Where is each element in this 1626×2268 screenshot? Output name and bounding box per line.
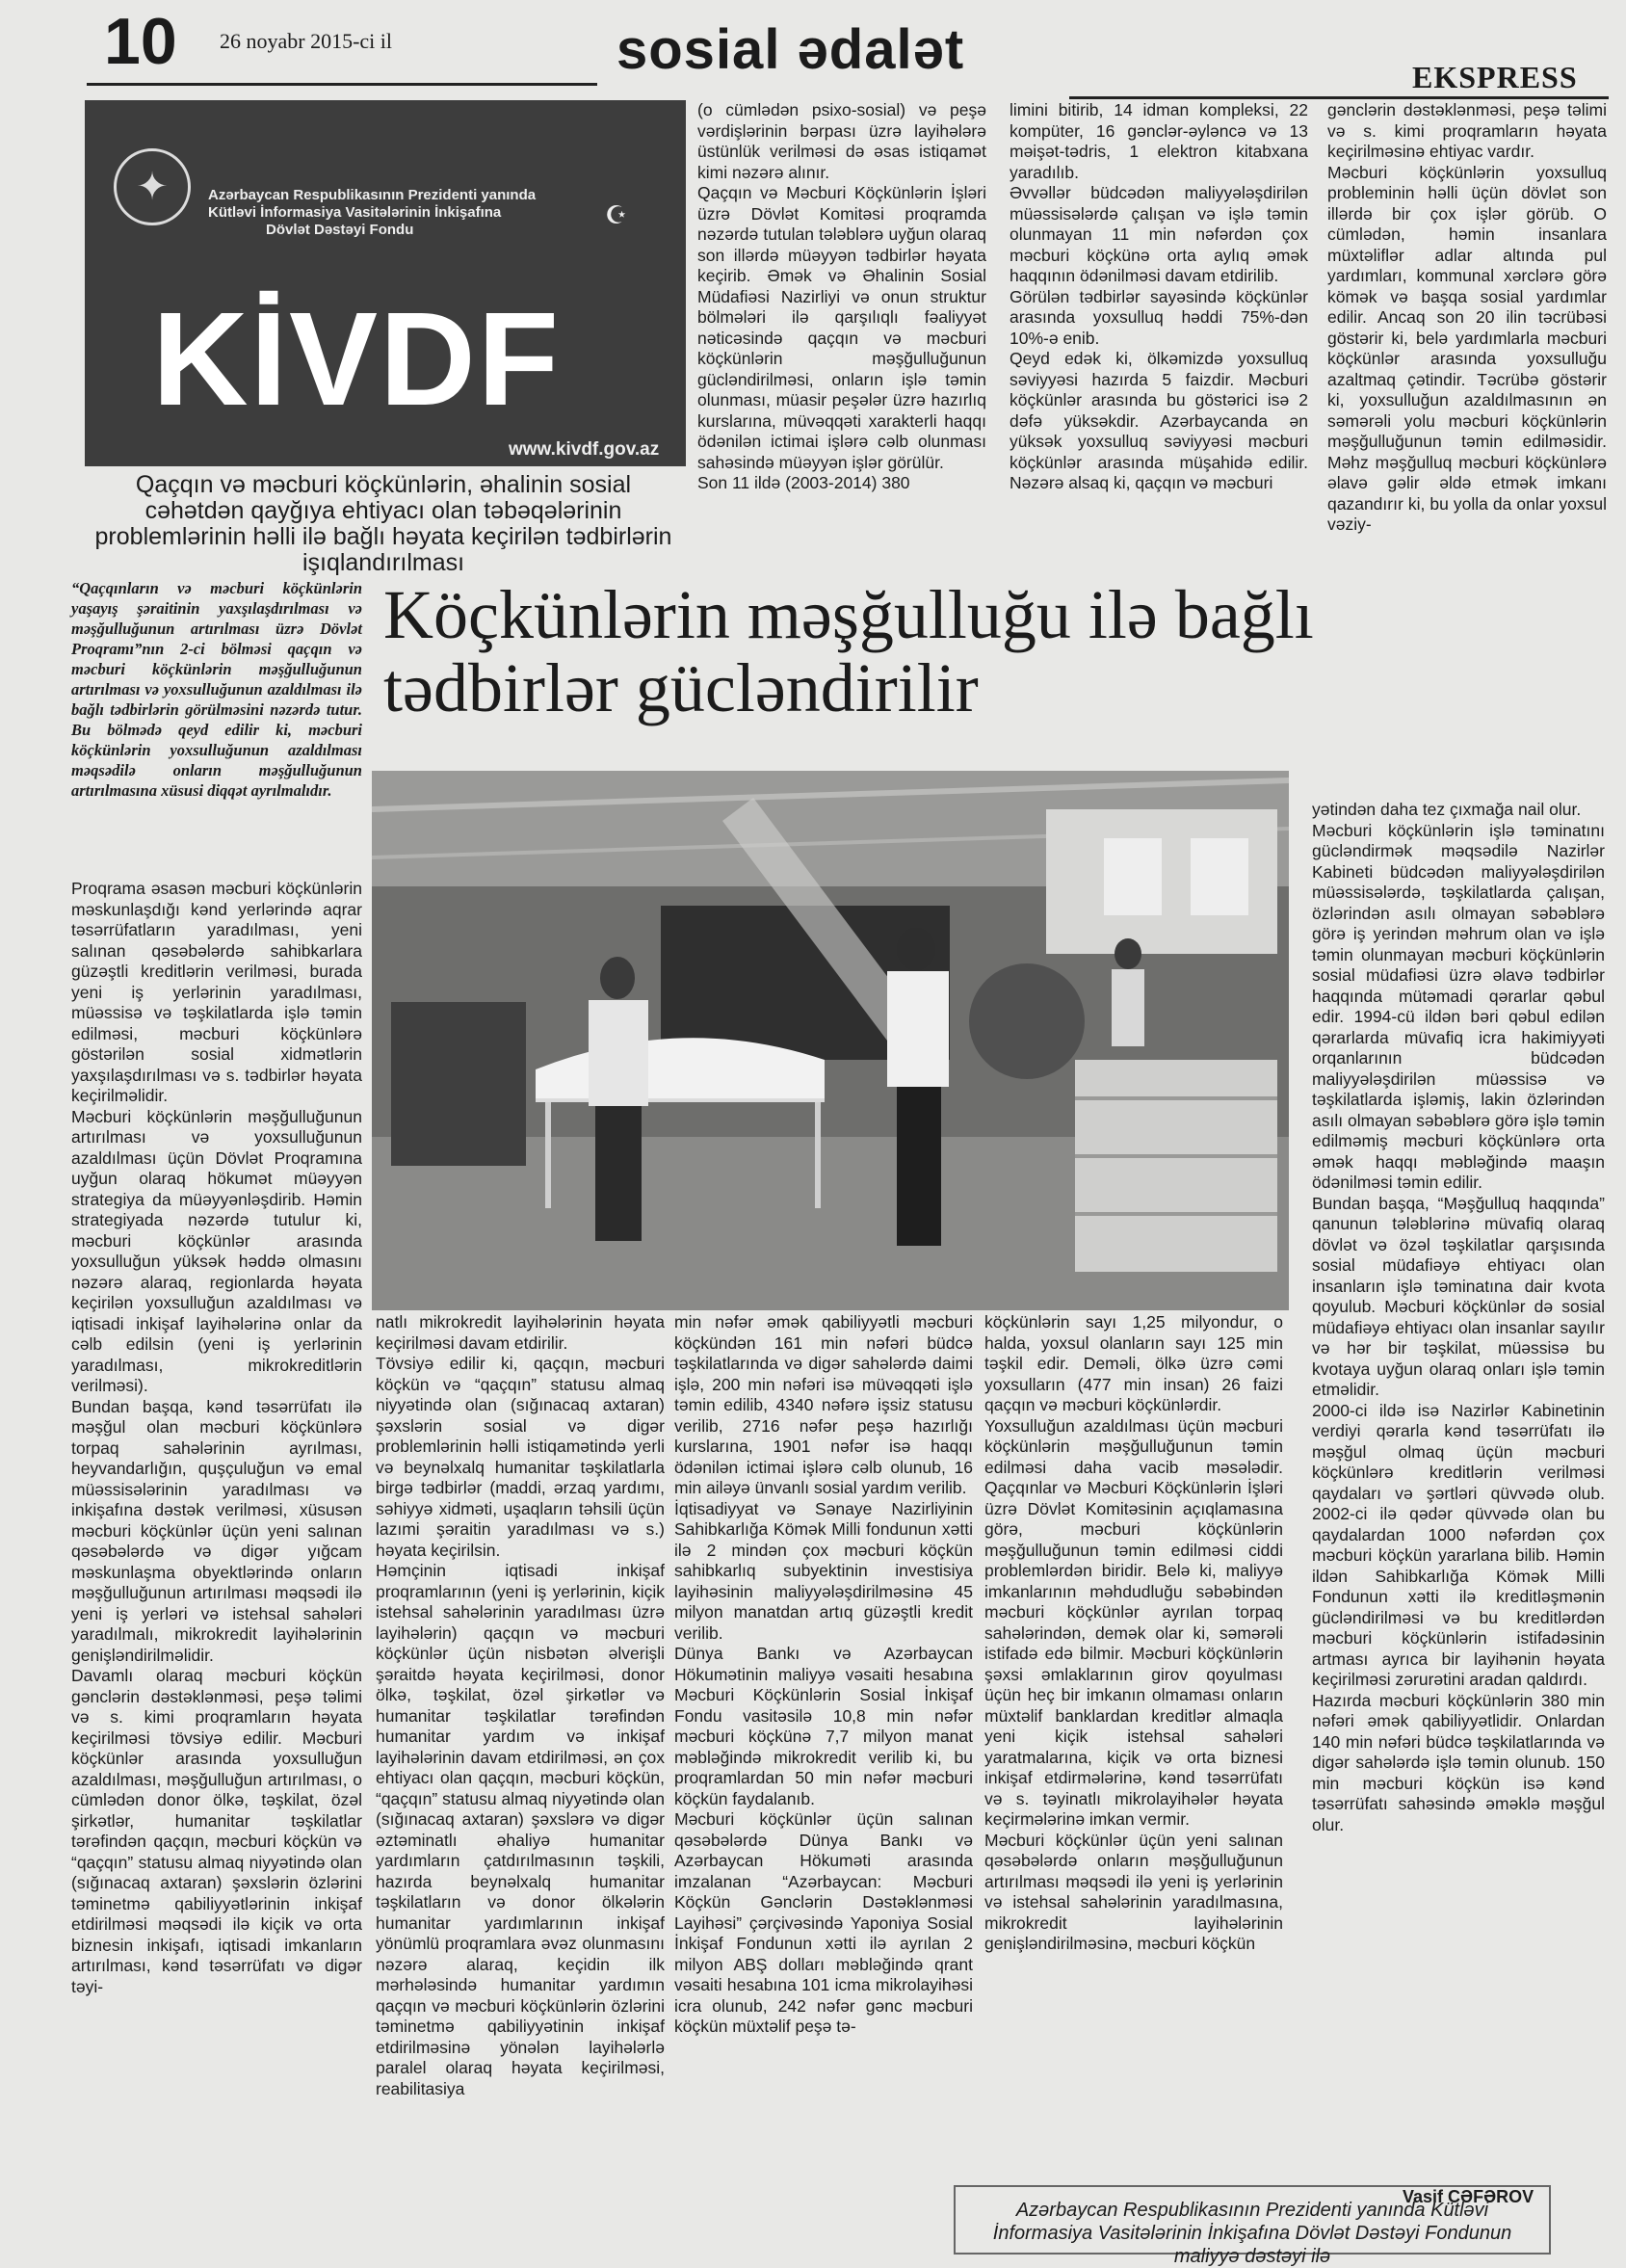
- crescent-star-icon: ☪: [605, 200, 628, 229]
- logo-org-line2: Kütləvi İnformasiya Vasitələrinin İnkişafına: [208, 204, 502, 221]
- lede: Qaçqın və məcburi köçkünlərin, əhalinin sosial cəhətdən qayğıya ehtiyacı olan təbəqələrinin problemlərinin həlli ilə bağlı həyata keçirilən tədbirlərin işıqlandırılması: [94, 471, 672, 576]
- page-number: 10: [104, 5, 177, 78]
- emblem-icon: ✦: [114, 148, 191, 225]
- article-photo: [372, 771, 1289, 1310]
- column-4-bottom: köçkünlərin sayı 1,25 milyondur, o halda, yoxsul olanların sayı 125 min təşkil edir. Deməli, ölkə üzrə cəmi yoxsulların (477 min insan) 26 faizi qaçqın və məcburi köçkünlərdir. Yoxsulluğun azaldılması üçün məcburi köçkünlərin məşğulluğunun təmin edilməsi daha vacib məsələdir. Qaçqınlar və Məcburi Köçkünlərin İşləri üzrə Dövlət Komitəsinin açıqlamasına görə, məcburi köçkünlərin məşğulluğunun təmin edilməsi ciddi problemlərdən biridir. Belə ki, maliyyə imkanlarının məhdudluğu səbəbindən məcburi köçkünlər ayrılan torpaq sahələrindən, demək olar ki, səmərəli istifadə edə bilmir. Məcburi köçkünlərin şəxsi əmlaklarının girov qoyulması üçün heç bir imkanın olmaması onların müxtəlif banklardan kreditlər almaqla yeni kiçik istehsal sahələri yaratmalarına, kiçik və orta biznesi inkişaf etdirmələrinə, kənd təsərrüfatı və s. təyinatlı mikrolayihələr həyata keçirmələrinə imkan vermir. Məcburi köçkünlər üçün yeni salınan qəsəbələrdə onların məşğulluğunun artırılması məqsədi ilə yeni iş yerlərinin və istehsal sahələrinin yaradılmasına, mikrokredit layihələrinin genişləndirilməsinə, məcburi köçkün: [984, 1312, 1283, 1953]
- header-rule-right: [1069, 96, 1609, 99]
- funding-note: Azərbaycan Respublikasının Prezidenti yanında Kütləvi İnformasiya Vasitələrinin İnkişafına Dövlət Dəstəyi Fondunun maliyyə dəstəyi ilə: [954, 2185, 1551, 2255]
- headline-line1: Köçkünlərin məşğulluğu ilə bağlı: [383, 576, 1314, 653]
- logo-org-line3: Dövlət Dəstəyi Fondu: [266, 222, 414, 238]
- issue-date: 26 noyabr 2015-ci il: [220, 29, 393, 53]
- column-2-top: (o cümlədən psixo-sosial) və peşə vərdişlərinin bərpası üzrə layihələrə üstünlük verilməsi də əsas istiqamət kimi nəzərə alınır. Qaçqın və Məcburi Köçkünlərin İşləri üzrə Dövlət Komitəsi proqramda nəzərdə tutulan tələblərə uyğun olaraq son illərdə müəyyən tədbirlər həyata keçirib. Əmək və Əhalinin Sosial Müdafiəsi Nazirliyi və onun struktur bölmələri ilə qarşılıqlı fəaliyyət nəticəsində qaçqın və məcburi köçkünlərin məşğulluğunun gücləndirilməsi, onların işlə təmin olunması, müasir peşələr üzrə hazırlıq kurslarına, müvəqqəti xarakterli haqqı ödənilən ictimai işlərə cəlb olunması sahəsində müəyyən işlər görülür. Son 11 ildə (2003-2014) 380: [697, 100, 986, 492]
- logo-org-line1: Azərbaycan Respublikasının Prezidenti yanında: [208, 187, 537, 203]
- logo-org-name: [208, 187, 536, 239]
- column-4-top: gənclərin dəstəklənməsi, peşə təlimi və s. kimi proqramların həyata keçirilməsinə ehtiyac vardır. Məcburi köçkünlərin yoxsulluq probleminin həlli üçün dövlət son illərdə bir çox işlər görüb. O cümlədən, həmin insanlara müxtəliflər adlar altında pul yardımları, kommunal xərclərə görə kömək və başqa sosial yardımlar edilir. Ancaq son 20 ilin təcrübəsi göstərir ki, belə yardımlarla məcburi köçkünlər arasında yoxsulluğu azaltmaq çətindir. Təcrübə göstərir ki, yoxsulluğun azaldılmasının ən səmərəli yolu məcburi köçkünlərin məşğulluğunun təmin edilməsidir. Məhz məşğulluq məcburi köçkünlərə əlavə gəlir əldə etmək imkanı qazandırır ki, bu yolla da onlar yoxsul vəziy-: [1327, 100, 1607, 534]
- article-intro: “Qaçqınların və məcburi köçkünlərin yaşayış şəraitinin yaxşılaşdırılması və məşğulluğunun artırılması üzrə Dövlət Proqramı”nın 2-ci bölməsi qaçqın və məcburi köçkünlərin məşğulluğunun artırılması və yoxsulluğunun azaldılması ilə bağlı tədbirlərin görülməsini nəzərdə tutur. Bu bölmədə qeyd edilir ki, məcburi köçkünlərin yoxsulluğunun azaldılması məqsədilə onların məşğulluğunun artırılmasına xüsusi diqqət ayrılmalıdır.: [71, 579, 362, 800]
- column-3-top: limini bitirib, 14 idman kompleksi, 22 kompüter, 16 gənclər-əyləncə və 13 məişət-tədris, 1 elektron kitabxana yaradılıb. Əvvəllər büdcədən maliyyələşdirilən müəssisələrdə çalışan və işlə təmin olunmayan 11 min nəfərdən çox məcburi köçkünə orta aylıq əmək haqqının ödənilməsi davam etdirilib. Görülən tədbirlər sayəsində köçkünlər arasında yoxsulluq həddi 75%-dən 10%-ə enib. Qeyd edək ki, ölkəmizdə yoxsulluq səviyyəsi hazırda 5 faizdir. Məcburi köçkünlər arasında bu göstərici isə 2 dəfə yüksəkdir. Azərbaycanda ən yüksək yoxsulluq səviyyəsi məcburi köçkünlər arasında müşahidə edilir. Nəzərə alsaq ki, qaçqın və məcburi: [1010, 100, 1308, 492]
- header-rule-left: [87, 83, 597, 86]
- logo-url: www.kivdf.gov.az: [509, 439, 660, 460]
- column-1: Proqrama əsasən məcburi köçkünlərin məskunlaşdığı kənd yerlərində aqrar təsərrüfatların yaradılması, yeni salınan qəsəbələrdə sahibkarlara güzəştli kreditlərin verilməsi, burada yeni iş yerlərinin yaradılması, müəssisə və təşkilatlarda işlə təmin edilməsi, məcburi köçkünlərə göstərilən sosial xidmətlərin yaxşılaşdırılması və s. tədbirlər həyata keçirilməlidir. Məcburi köçkünlərin məşğulluğunun artırılması və yoxsulluğunun azaldılması üçün Dövlət Proqramına uyğun olaraq hökumət müəyyən strategiya da müəyyənləşdirib. Həmin strategiyada nəzərdə tutulur ki, məcburi köçkünlər arasında yoxsulluğun yüksək həddə olmasını nəzərə alaraq, regionlarda həyata keçirilən yoxsulluğun azaldılması və iqtisadi inkişaf layihələrinə onlar da cəlb edilsin (yeni iş yerlərinin yaradılması, mikrokreditlərin verilməsi). Bundan başqa, kənd təsərrüfatı ilə məşğul olan məcburi köçkünlərə torpaq sahələrinin ayrılması, heyvandarlığın, quşçuluğun və emal müəssisələrinin yaradılması və inkişafına dəstək verilməsi, xüsusən məcburi köçkünlər üçün yeni salınan qəsəbələrdə və digər yığcam məskunlaşma obyektlərində onların məşğulluğunun artırılması məqsədi ilə yeni iş yerləri və istehsal sahələri yaradılmalı, mikrokredit layihələrinin genişləndirilməlidir. Davamlı olaraq məcburi köçkün gənclərin dəstəklənməsi, peşə təlimi və s. kimi proqramların həyata keçirilməsi tövsiyə edilir. Məcburi köçkünlər arasında yoxsulluğun azaldılması, məşğulluğun artırılması, o cümlədən donor ölkə, təşkilat, özəl şirkətlər, humanitar təşkilatlar tərəfindən qaçqın, məcburi köçkün və “qaçqın” statusu almaq niyyətində olan (sığınacaq axtaran) şəxslərin özlərini təminetmə qabiliyyətlərinin inkişaf etdirilməsi məqsədi ilə kiçik və orta biznesin inkişafı, iqtisadi imkanların artırılması, kənd təsərrüfatı və digər təyi-: [71, 879, 362, 1996]
- column-5: yətindən daha tez çıxmağa nail olur. Məcburi köçkünlərin işlə təminatını gücləndirmək məqsədilə Nazirlər Kabineti büdcədən maliyyələşdirilən müəssisələrdə, təşkilatlarda çalışan, özlərindən asılı olmayan səbəblərə görə iş yerindən məhrum olan və işlə təmin olunmayan məcburi köçkünlərin sosial müdafiəsi üzrə əlavə tədbirlər haqqında mütəmadi qərarlar qəbul edir. 1994-cü ildən bəri qəbul edilən qərarlarda müvafiq icra hakimiyyəti orqanlarının büdcədən maliyyələşdirilən müəssisə və təşkilatlarda işləmiş, lakin özlərindən asılı olmayan səbəblərə görə işlə təmin edilməmiş məcburi köçkünlərə orta əmək haqqı məbləğində maaşın ödənilməsi təmin edilir. Bundan başqa, “Məşğulluq haqqında” qanunun tələblərinə müvafiq olaraq dövlət və özəl təşkilatlar qarşısında sosial müdafiəyə ehtiyacı olan insanların işlə təminatına dair kvota qoyulub. Məcburi köçkünlər də sosial müdafiəyə ehtiyacı olan insanlar sayılır və hər bir təşkilat, müəssisə bu kvotaya uyğun olaraq onları işlə təmin etməlidir. 2000-ci ildə isə Nazirlər Kabinetinin verdiyi qərarla kənd təsərrüfatı ilə məşğul olmaq üçün məcburi köçkünlərə kreditlərin verilməsi qaydaları və şərtləri qüvvədə olub. 2002-ci ilə qədər qüvvədə olan bu qaydalardan 1000 nəfərdən çox məcburi köçkün yararlana bilib. Həmin ildən Sahibkarlığa Kömək Milli Fondunun xətti ilə kreditləşmənin gücləndirilməsi və bu kreditlərdən məcburi köçkünlərin istifadəsinin artması ayrıca bir layihənin həyata keçirilməsi zərurətini aradan qaldırdı. Hazırda məcburi köçkünlərin 380 min nəfəri əmək qabiliyyətlidir. Onlardan 140 min nəfəri büdcə təşkilatlarında və digər sahələrdə işlə təmin olunub. 150 min məcburi köçkün isə kənd təsərrüfatı sahəsində əməklə məşğul olur.: [1312, 800, 1605, 1834]
- section-title: sosial ədalət: [616, 18, 965, 81]
- logo-wordmark: KİVDF: [152, 285, 561, 434]
- headline: [383, 578, 1587, 725]
- author-byline: Vasif CƏFƏROV: [1403, 2187, 1534, 2206]
- column-3-bottom: min nəfər əmək qabiliyyətli məcburi köçkündən 161 min nəfəri büdcə təşkilatlarında və digər sahələrdə daimi işlə, 200 min nəfəri isə müvəqqəti işlə təmin edilib, 4340 nəfərə işsiz statusu verilib, 2716 nəfər peşə hazırlığı kurslarına, 1901 nəfər isə haqqı ödənilən ictimai işlərə cəlb olunub, 16 min ailəyə ünvanlı sosial yardım verilib. İqtisadiyyat və Sənaye Nazirliyinin Sahibkarlığa Kömək Milli fondunun xətti ilə 2 mindən çox məcburi köçkün sahibkarlıq subyektinin investisiya layihəsinin maliyyələşdirilməsinə 45 milyon manatdan artıq güzəştli kredit verilib. Dünya Bankı və Azərbaycan Hökumətinin maliyyə vəsaiti hesabına Məcburi Köçkünlərin Sosial İnkişaf Fondu vasitəsilə 10,8 min nəfər məcburi köçkünə 7,7 milyon manat məbləğində mikrokredit verilib ki, bu proqramlardan 50 min nəfər məcburi köçkün faydalanıb. Məcburi köçkünlər üçün salınan qəsəbələrdə Dünya Bankı və Azərbaycan Hökuməti arasında imzalanan “Azərbaycan: Məcburi Köçkün Gənclərin Dəstəklənməsi Layihəsi” çərçivəsində Yaponiya Sosial İnkişaf Fondunun xətti ilə ayrılan 2 milyon ABŞ dolları məbləğində qrant vəsaiti hesabına 101 icma mikrolayihəsi icra olunub, 242 nəfər gənc məcburi köçkün müxtəlif peşə tə-: [674, 1312, 973, 2036]
- kivdf-logo-box: [85, 100, 686, 466]
- publication-name: EKSPRESS: [1412, 60, 1578, 94]
- headline-line2: tədbirlər gücləndirilir: [383, 649, 979, 726]
- column-2-bottom: natlı mikrokredit layihələrinin həyata keçirilməsi davam etdirilir. Tövsiyə edilir ki, qaçqın, məcburi köçkün və “qaçqın” statusu almaq niyyətində olan (sığınacaq axtaran) şəxslərin sosial və digər problemlərinin həlli istiqamətində yerli və beynəlxalq humanitar təşkilatlarla birgə tədbirlər (maddi, ərzaq yardımı, səhiyyə xidməti, uşaqların təhsili üçün lazımi şəraitin yaradılması və s.) həyata keçirilsin. Həmçinin iqtisadi inkişaf proqramlarının (yeni iş yerlərinin, kiçik istehsal sahələrinin yaradılması üzrə layihələrin) qaçqın və məcburi köçkünlər üçün nisbətən əlverişli şəraitdə həyata keçirilməsi, donor ölkə, təşkilat, özəl şirkətlər və humanitar təşkilatlar tərəfindən humanitar yardım və inkişaf layihələrinin davam etdirilməsi, ən çox ehtiyacı olan qaçqın, məcburi köçkün, “qaçqın” statusu almaq niyyətində olan (sığınacaq axtaran) şəxslərə və digər əztəminatlı əhaliyə humanitar yardımların çatdırılmasının təşkili, hazırda beynəlxalq humanitar təşkilatların və donor ölkələrin humanitar yardımlarının inkişaf yönümlü proqramlara əvəz olunmasını nəzərə alaraq, keçidin ilk mərhələsində humanitar yardımın qaçqın və məcburi köçkünlərin özlərini təminetmə qabiliyyətinin inkişaf etdirilməsinə yönələn layihələrlə paralel olaraq həyata keçirilməsi, reabilitasiya: [376, 1312, 665, 2098]
